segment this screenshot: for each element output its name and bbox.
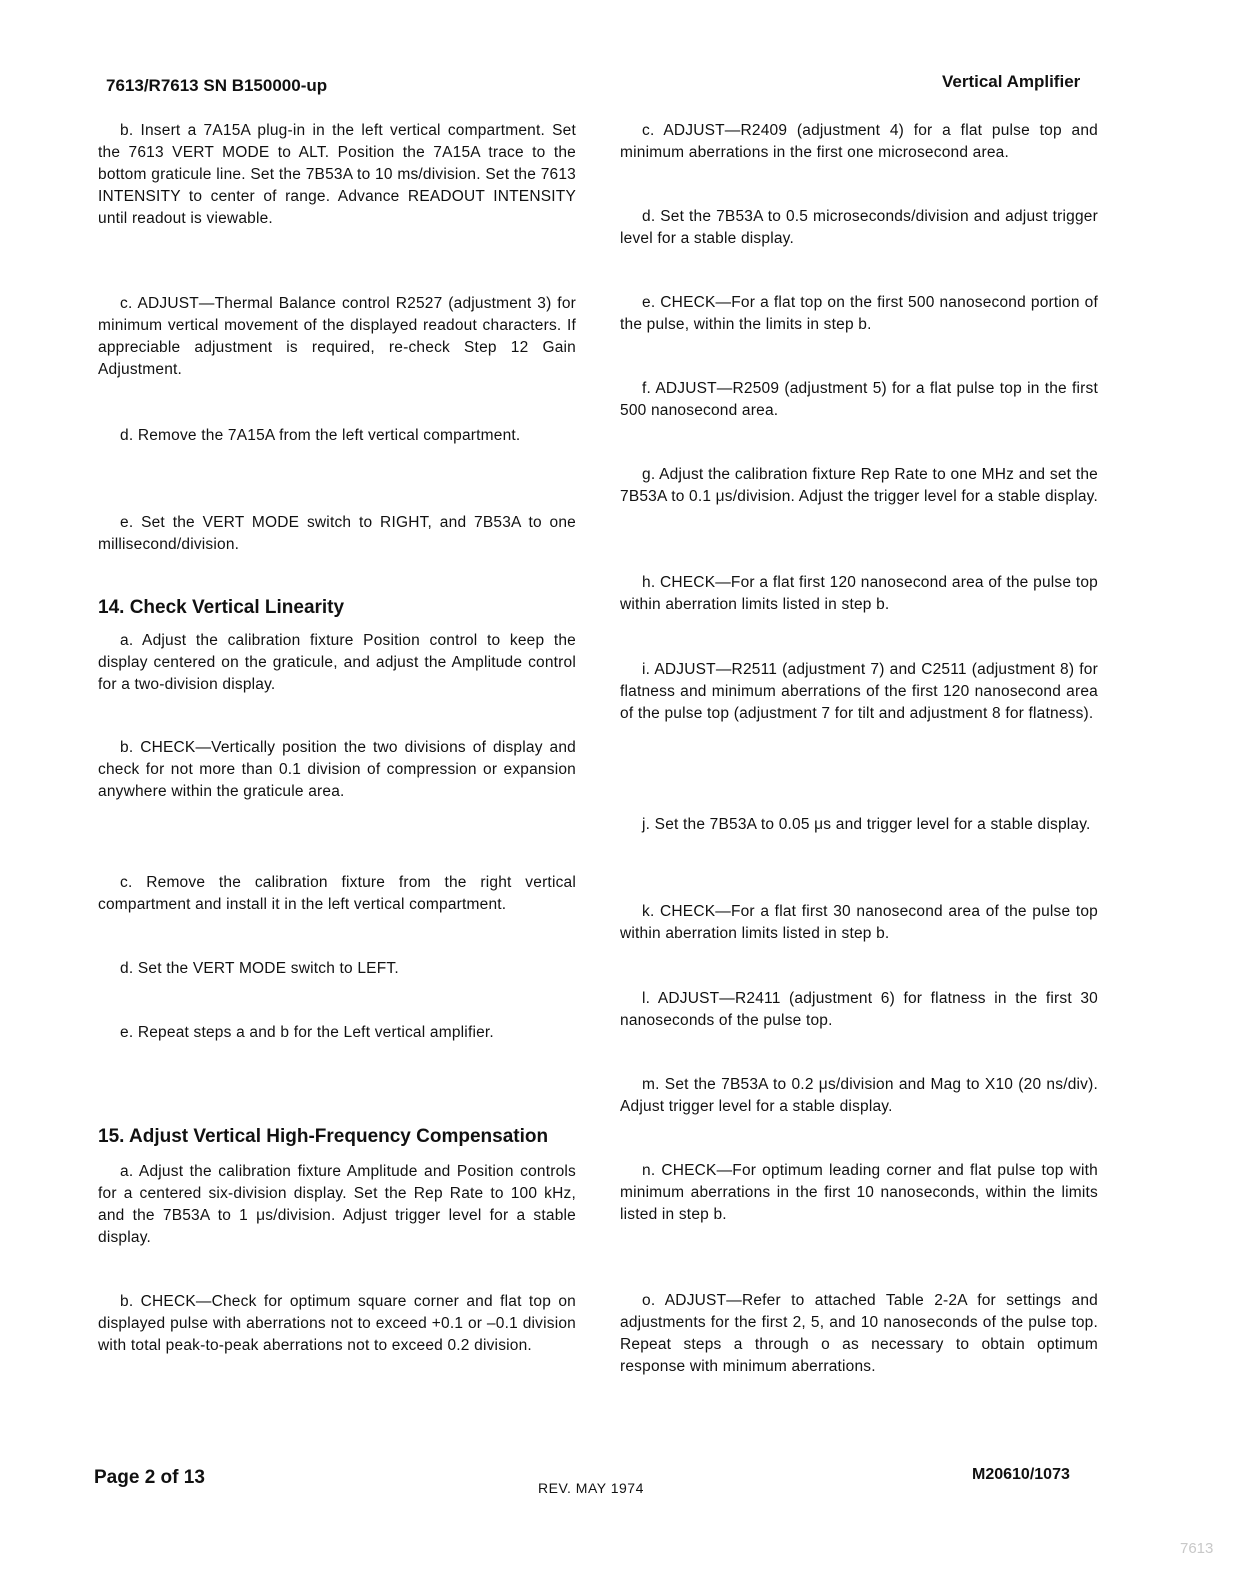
right-step-j: j. Set the 7B53A to 0.05 μs and trigger level for a stable display. — [642, 816, 1091, 833]
right-step-g: g. Adjust the calibration fixture Rep Rate to one MHz and set the 7B53A to 0.1 μs/division. Adjust the trigger level for a stable display. — [620, 466, 1098, 505]
right-step-c: c. ADJUST—R2409 (adjustment 4) for a flat pulse top and minimum aberrations in the first one microsecond area. — [620, 122, 1098, 161]
right-step-l: l. ADJUST—R2411 (adjustment 6) for flatness in the first 30 nanoseconds of the pulse top. — [620, 990, 1098, 1029]
header-model: 7613/R7613 SN B150000-up — [106, 76, 328, 95]
document-number: M20610/1073 — [972, 1466, 1070, 1483]
left-step-c: c. ADJUST—Thermal Balance control R2527 (adjustment 3) for minimum vertical movement of the displayed readout characters. If appreciable adjustment is required, re-check Step 12 Gain Adjustment. — [98, 295, 576, 378]
header-section: Vertical Amplifier — [942, 72, 1081, 91]
sec15-step-b: b. CHECK—Check for optimum square corner and flat top on displayed pulse with aberrations not to exceed +0.1 or –0.1 division with total peak-to-peak aberrations not to exceed 0.2 division. — [98, 1293, 576, 1354]
section-15-title: 15. Adjust Vertical High-Frequency Compensation — [98, 1126, 549, 1147]
right-step-f: f. ADJUST—R2509 (adjustment 5) for a flat pulse top in the first 500 nanosecond area. — [620, 380, 1098, 419]
revision-date: REV. MAY 1974 — [538, 1480, 644, 1496]
right-step-o: o. ADJUST—Refer to attached Table 2-2A for settings and adjustments for the first 2, 5, and 10 nanoseconds of the pulse top. Repeat steps a through o as necessary to obtain optimum response with minimum aberrations. — [620, 1292, 1098, 1375]
right-step-e: e. CHECK—For a flat top on the first 500 nanosecond portion of the pulse, within the limits in step b. — [620, 294, 1098, 333]
right-step-k: k. CHECK—For a flat first 30 nanosecond area of the pulse top within aberration limits listed in step b. — [620, 903, 1098, 942]
section-14-title: 14. Check Vertical Linearity — [98, 597, 345, 618]
right-step-m: m. Set the 7B53A to 0.2 μs/division and Mag to X10 (20 ns/div). Adjust trigger level for a stable display. — [620, 1076, 1098, 1115]
sec14-step-d: d. Set the VERT MODE switch to LEFT. — [120, 960, 399, 977]
watermark-label: 7613 — [1180, 1540, 1214, 1557]
sec14-step-a: a. Adjust the calibration fixture Position control to keep the display centered on the graticule, and adjust the Amplitude control for a two-division display. — [98, 632, 576, 693]
sec14-step-b: b. CHECK—Vertically position the two divisions of display and check for not more than 0.1 division of compression or expansion anywhere within the graticule area. — [98, 739, 576, 800]
right-step-d: d. Set the 7B53A to 0.5 microseconds/division and adjust trigger level for a stable display. — [620, 208, 1098, 247]
left-step-d: d. Remove the 7A15A from the left vertical compartment. — [120, 427, 521, 444]
right-step-i: i. ADJUST—R2511 (adjustment 7) and C2511 (adjustment 8) for flatness and minimum aberrations of the first 120 nanosecond area of the pulse top (adjustment 7 for tilt and adjustment 8 for flatness). — [620, 661, 1098, 722]
left-step-e: e. Set the VERT MODE switch to RIGHT, and 7B53A to one millisecond/division. — [98, 514, 576, 553]
right-step-h: h. CHECK—For a flat first 120 nanosecond area of the pulse top within aberration limits listed in step b. — [620, 574, 1098, 613]
sec15-step-a: a. Adjust the calibration fixture Amplitude and Position controls for a centered six-division display. Set the Rep Rate to 100 kHz, and the 7B53A to 1 μs/division. Adjust trigger level for a stable display. — [98, 1163, 576, 1246]
sec14-step-e: e. Repeat steps a and b for the Left vertical amplifier. — [120, 1024, 494, 1041]
right-step-n: n. CHECK—For optimum leading corner and flat pulse top with minimum aberrations in the first 10 nanoseconds, within the limits listed in step b. — [620, 1162, 1098, 1223]
sec14-step-c: c. Remove the calibration fixture from the right vertical compartment and install it in the left vertical compartment. — [98, 874, 576, 913]
left-step-b: b. Insert a 7A15A plug-in in the left vertical compartment. Set the 7613 VERT MODE to ALT. Position the 7A15A trace to the bottom graticule line. Set the 7B53A to 10 ms/division. Set the 7613 INTENSITY to center of range. Advance READOUT INTENSITY until readout is viewable. — [98, 122, 576, 227]
page-number: Page 2 of 13 — [94, 1467, 205, 1488]
